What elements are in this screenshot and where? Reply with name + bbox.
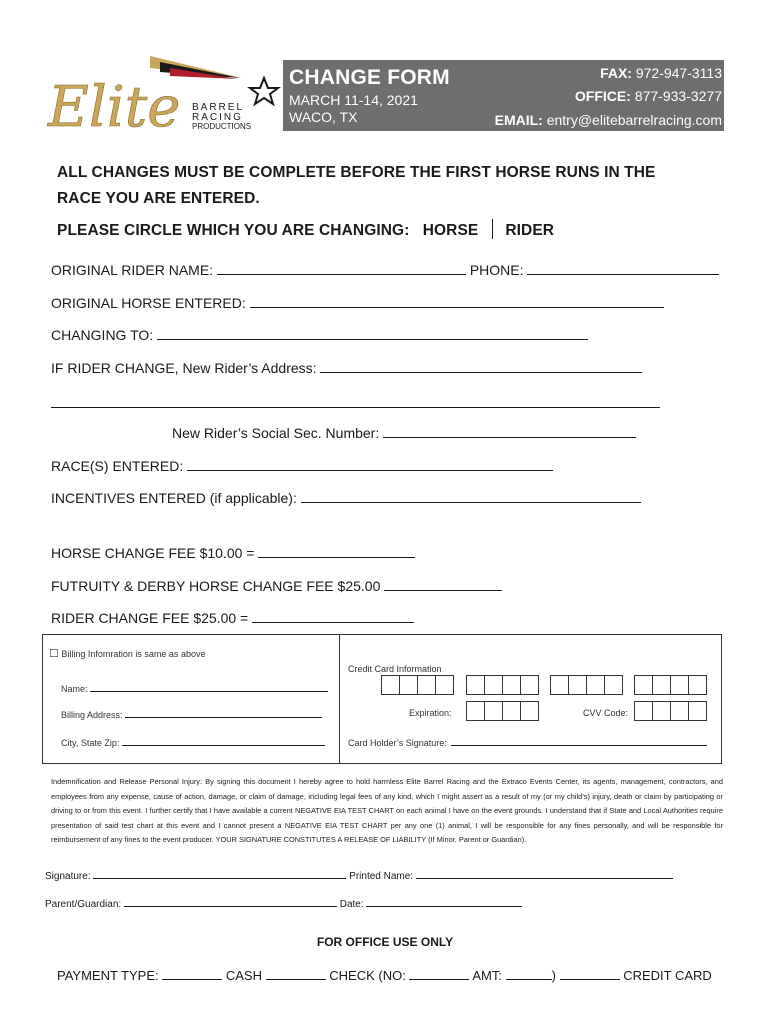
cc-digit[interactable]: [435, 675, 454, 695]
instruction-line-2: RACE YOU ARE ENTERED.: [57, 190, 260, 207]
races-input[interactable]: [187, 457, 553, 471]
cc-digit[interactable]: [586, 675, 605, 695]
check-label: CHECK (NO:: [329, 968, 406, 983]
payment-type-label: PAYMENT TYPE:: [57, 968, 159, 983]
cc-digit[interactable]: [484, 675, 503, 695]
cvv-digit[interactable]: [688, 701, 707, 721]
check-blank[interactable]: [266, 966, 326, 980]
logo-sub-1: BARREL: [192, 102, 245, 113]
incentives-row: [51, 489, 641, 506]
futurity-fee-row: [51, 577, 502, 594]
circle-label: PLEASE CIRCLE WHICH YOU ARE CHANGING:: [57, 222, 410, 239]
ssn-label: New Rider’s Social Sec. Number:: [172, 425, 380, 441]
logo-wordmark: Elite: [48, 75, 181, 138]
holder-sig-input[interactable]: [451, 736, 707, 746]
original-rider-row: [51, 261, 719, 278]
header-banner: [283, 60, 724, 131]
cc-title: Credit Card Information: [348, 664, 442, 674]
signature-label: Signature:: [45, 871, 91, 882]
cvv-digit[interactable]: [670, 701, 689, 721]
cc-number-group-2[interactable]: [467, 675, 539, 695]
holder-sig-row: [348, 736, 707, 748]
signature-row: [45, 869, 673, 882]
original-horse-label: ORIGINAL HORSE ENTERED:: [51, 295, 246, 311]
rider-address-input-2[interactable]: [51, 394, 660, 408]
cc-digit[interactable]: [399, 675, 418, 695]
logo-graphic: [42, 48, 282, 138]
option-horse[interactable]: HORSE: [422, 222, 479, 239]
check-number-blank[interactable]: [409, 966, 469, 980]
horse-fee-label: HORSE CHANGE FEE $10.00 =: [51, 545, 255, 561]
circle-instruction: [57, 219, 554, 240]
amt-close: ): [551, 968, 556, 983]
billing-address-row: [61, 708, 322, 720]
cc-number-group-4[interactable]: [635, 675, 707, 695]
changing-to-label: CHANGING TO:: [51, 327, 154, 343]
cc-digit[interactable]: [502, 675, 521, 695]
changing-to-input[interactable]: [157, 326, 588, 340]
billing-divider: [339, 635, 340, 763]
printed-name-label: Printed Name:: [349, 871, 414, 882]
exp-digit[interactable]: [484, 701, 503, 721]
printed-name-input[interactable]: [416, 869, 673, 879]
cc-number-group-1[interactable]: [382, 675, 454, 695]
races-label: RACE(S) ENTERED:: [51, 458, 184, 474]
fax-number: 972-947-3113: [635, 65, 722, 81]
cc-digit[interactable]: [670, 675, 689, 695]
cc-digit[interactable]: [634, 675, 653, 695]
cash-blank[interactable]: [162, 966, 222, 980]
elite-logo: [42, 48, 282, 138]
changing-to-row: [51, 326, 588, 343]
horse-fee-row: [51, 544, 415, 561]
same-billing-row: [49, 647, 205, 660]
rider-fee-row: [51, 609, 414, 626]
expiration-label: Expiration:: [409, 708, 452, 718]
amt-blank[interactable]: [506, 966, 552, 980]
futurity-fee-label: FUTRUITY & DERBY HORSE CHANGE FEE $25.00: [51, 578, 381, 594]
exp-digit[interactable]: [466, 701, 485, 721]
billing-address-label: Billing Address:: [61, 710, 123, 720]
cc-digit[interactable]: [417, 675, 436, 695]
same-billing-checkbox[interactable]: ☐: [49, 648, 59, 660]
option-rider[interactable]: RIDER: [505, 222, 555, 239]
fax-line: [600, 65, 722, 81]
office-label: OFFICE:: [574, 88, 631, 104]
ssn-row: [172, 424, 636, 441]
cc-digit[interactable]: [520, 675, 539, 695]
billing-box: [42, 634, 722, 764]
billing-name-input[interactable]: [90, 682, 328, 692]
option-divider: [492, 219, 493, 239]
rider-fee-label: RIDER CHANGE FEE $25.00 =: [51, 610, 249, 626]
email-line: [495, 112, 722, 128]
incentives-label: INCENTIVES ENTERED (if applicable):: [51, 490, 297, 506]
cvv-digit[interactable]: [652, 701, 671, 721]
cc-digit[interactable]: [466, 675, 485, 695]
same-billing-label: Billing Infomration is same as above: [61, 649, 206, 659]
rider-address-input[interactable]: [320, 359, 642, 373]
event-dates: MARCH 11-14, 2021: [289, 92, 418, 108]
billing-name-row: [61, 682, 328, 694]
rider-address-row: [51, 359, 642, 376]
cc-number-group-3[interactable]: [551, 675, 623, 695]
logo-sub-3: PRODUCTIONS: [192, 122, 252, 131]
office-use-heading: FOR OFFICE USE ONLY: [316, 935, 454, 949]
original-horse-row: [51, 294, 664, 311]
signature-input[interactable]: [93, 869, 346, 879]
date-input[interactable]: [366, 897, 522, 907]
ssn-input[interactable]: [383, 424, 636, 438]
date-label: Date:: [339, 899, 364, 910]
horse-fee-input[interactable]: [258, 544, 415, 558]
cvv-label: CVV Code:: [583, 708, 629, 718]
cc-digit[interactable]: [381, 675, 400, 695]
amt-label: AMT:: [472, 968, 502, 983]
email-address: entry@elitebarrelracing.com: [546, 112, 722, 128]
exp-digit[interactable]: [520, 701, 539, 721]
cash-label: CASH: [225, 968, 262, 983]
billing-city-label: City, State Zip:: [61, 738, 120, 748]
billing-city-input[interactable]: [122, 736, 325, 746]
cc-digit[interactable]: [652, 675, 671, 695]
billing-city-row: [61, 736, 325, 748]
original-horse-input[interactable]: [250, 294, 664, 308]
logo-sub-2: RACING: [192, 112, 243, 123]
exp-digit[interactable]: [502, 701, 521, 721]
office-number: 877-933-3277: [634, 88, 722, 104]
cvv-group[interactable]: [635, 701, 707, 721]
rider-address-line-2: [51, 394, 660, 411]
holder-sig-label: Card Holder’s Signature:: [348, 738, 447, 748]
phone-input[interactable]: [527, 261, 719, 275]
form-title: CHANGE FORM: [289, 66, 450, 89]
cc-digit[interactable]: [604, 675, 623, 695]
email-label: EMAIL:: [494, 112, 543, 128]
incentives-input[interactable]: [301, 489, 641, 503]
billing-address-input[interactable]: [125, 708, 322, 718]
instruction-line-1: ALL CHANGES MUST BE COMPLETE BEFORE THE FIRST HORSE RUNS IN THE: [57, 164, 656, 181]
cc-digit[interactable]: [550, 675, 569, 695]
original-rider-label: ORIGINAL RIDER NAME:: [51, 262, 214, 278]
original-rider-input[interactable]: [217, 261, 466, 275]
parent-row: [45, 897, 522, 910]
credit-blank[interactable]: [560, 966, 620, 980]
event-location: WACO, TX: [289, 109, 358, 125]
credit-card-label: CREDIT CARD: [623, 968, 712, 983]
expiration-group[interactable]: [467, 701, 539, 721]
liability-release-text: Indemnification and Release Personal Injury: By signing this document I hereby agree to hold harmless Elite Barrel Racing and the Extraco Events Center, its agents, management, contractors, and employees from any expense, cause of action, damage, or claim of damage, including legal fees of any kind, which I might assert as a result of my (or my child’s) injury, death or claim by participating or driving to or from this event. I further certify that I have available a current NEGATIVE EIA TEST CHART on each animal I have on the event grounds. I understand that if State and Local Authorities require presentation of said test chart at this event and I cannot present a NEGATIVE EIA TEST CHART per any one (1) animal, I will be responsible for any fines personally, and will be responsible for reimbursement of any fines to the event producer. YOUR SIGNATURE CONSTITUTES A RELEASE OF LIABILITY (If Minor, Parent or Guardian).: [51, 777, 723, 844]
payment-row: [57, 966, 712, 983]
office-line: [575, 88, 722, 104]
cc-digit[interactable]: [688, 675, 707, 695]
billing-name-label: Name:: [61, 684, 88, 694]
parent-label: Parent/Guardian:: [45, 899, 122, 910]
phone-label: PHONE:: [469, 262, 524, 278]
rider-address-label: IF RIDER CHANGE, New Rider’s Address:: [51, 360, 317, 376]
fax-label: FAX:: [600, 65, 632, 81]
futurity-fee-input[interactable]: [384, 577, 502, 591]
cvv-digit[interactable]: [634, 701, 653, 721]
races-row: [51, 457, 553, 474]
cc-digit[interactable]: [568, 675, 587, 695]
rider-fee-input[interactable]: [252, 609, 414, 623]
parent-input[interactable]: [124, 897, 337, 907]
